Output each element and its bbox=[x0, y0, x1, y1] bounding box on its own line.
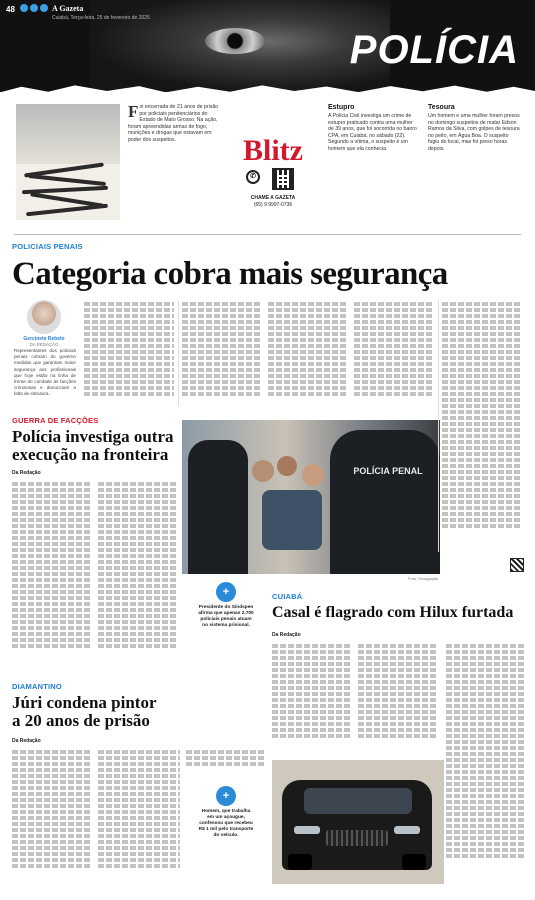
avatar bbox=[27, 300, 61, 334]
column-rule bbox=[438, 300, 439, 552]
vest-label: POLÍCIA PENAL bbox=[353, 466, 423, 476]
story4-byline: Da Redação bbox=[12, 738, 41, 744]
story3-column-1 bbox=[272, 642, 350, 754]
brand-name: A Gazeta bbox=[52, 4, 84, 13]
police-meeting-photo bbox=[182, 420, 440, 574]
author-box bbox=[18, 300, 70, 347]
divider bbox=[14, 234, 521, 235]
story3-headline: Casal é flagrado com Hilux furtada bbox=[272, 604, 514, 621]
brief-text: Um homem e uma mulher foram presos no domingo suspeitos de matar Edson Ramos da Silva, com golpes de tesoura no peito, em Água Boa. O suspeito fugiu do local, mas foi preso horas depois. bbox=[428, 113, 520, 152]
qr-code[interactable] bbox=[272, 168, 294, 190]
brief-heading: Estupro bbox=[328, 104, 355, 111]
tip-text: Homem, que trabalha em um açougue, confessou que recebeu R$ 1 mil pelo transporte do veículo. bbox=[198, 809, 254, 838]
eye-icon bbox=[205, 28, 265, 54]
masthead bbox=[0, 0, 535, 92]
brief-tesoura bbox=[428, 104, 520, 153]
story2-column-1 bbox=[12, 480, 92, 670]
story4-column-2 bbox=[98, 748, 180, 888]
qr-code[interactable] bbox=[510, 558, 524, 572]
tip-text: Presidente do Sindspen afirma que apenas 2.700 policiais penais atuam no sistema prisional. bbox=[198, 605, 254, 628]
main-column-4 bbox=[354, 300, 432, 406]
author-name: Gercinete Rebelo bbox=[23, 336, 65, 342]
story3-column-2 bbox=[358, 642, 436, 754]
main-column-5 bbox=[442, 300, 522, 552]
main-column-3 bbox=[268, 300, 346, 406]
story3-byline: Da Redação bbox=[272, 632, 301, 638]
dropcap: F bbox=[128, 102, 139, 121]
main-column-1 bbox=[84, 300, 174, 406]
blitz-logo: Blitz bbox=[243, 134, 303, 167]
whatsapp-phone: (65) 9 9997-0736 bbox=[253, 202, 293, 208]
story4-headline bbox=[12, 694, 192, 730]
story4-headline-line2: a 20 anos de prisão bbox=[12, 711, 150, 730]
dateline: Cuiabá, Terça-feira, 25 de fevereiro de 2025 bbox=[52, 15, 150, 21]
main-kicker: POLICIAIS PENAIS bbox=[12, 242, 83, 251]
story2-headline bbox=[12, 428, 182, 464]
page-number: 48 bbox=[6, 5, 15, 14]
story2-kicker: GUERRA DE FACÇÕES bbox=[12, 416, 99, 425]
story3-kicker: CUIABÁ bbox=[272, 592, 303, 601]
brand-logo-dots bbox=[20, 4, 48, 12]
story2-headline-line1: Polícia investiga outra bbox=[12, 427, 174, 446]
main-headline: Categoria cobra mais segurança bbox=[12, 256, 448, 292]
main-lead: Representantes dos policiais penais cobram do governo medidas que garantam maior segurança aos profissionais que hoje estão na linha de frente do combate às facções criminosas e denunciam a falta de estrutura. bbox=[14, 348, 76, 397]
blitz-box bbox=[0, 96, 535, 232]
story4-column-1 bbox=[12, 748, 92, 888]
story4-column-3 bbox=[186, 748, 266, 778]
story2-headline-line2: execução na fronteira bbox=[12, 445, 169, 464]
brief-text: A Polícia Civil investiga um crime de estupro praticado contra uma mulher de 39 anos, que foi socorrida no bairro CPA, em Cuiabá, no sábado (22). Segundo a vítima, o suspeito é um homem que ela conhecia. bbox=[328, 113, 417, 152]
photo-credit: Foto: Divulgação bbox=[408, 576, 439, 581]
story2-column-2 bbox=[98, 480, 176, 670]
whatsapp-icon: ✆ bbox=[246, 170, 260, 184]
hilux-photo bbox=[272, 760, 444, 884]
main-column-2 bbox=[182, 300, 260, 406]
plus-icon: + bbox=[216, 786, 236, 806]
story2-byline: Da Redação bbox=[12, 470, 41, 476]
column-rule bbox=[178, 300, 179, 406]
whatsapp-caption: CHAME A GAZETA bbox=[250, 195, 296, 201]
story3-column-3 bbox=[446, 642, 524, 890]
story4-kicker: DIAMANTINO bbox=[12, 682, 62, 691]
blitz-lead-text bbox=[128, 104, 223, 144]
author-role: DA REDAÇÃO bbox=[29, 342, 59, 347]
plus-icon: + bbox=[216, 582, 236, 602]
blitz-lead-body: oi encerrada de 21 anos de prisão por policiais penitenciários do Estado de Mato Grosso. Na ação, foram apreendidas armas de fogo, munições e drogas que estavam em poder dos suspeitos. bbox=[128, 104, 219, 143]
brief-heading: Tesoura bbox=[428, 104, 455, 111]
section-title: POLÍCIA bbox=[349, 28, 519, 72]
story4-headline-line1: Júri condena pintor bbox=[12, 693, 157, 712]
tip-box-2 bbox=[198, 786, 254, 839]
brief-estupro bbox=[328, 104, 418, 153]
car-icon bbox=[282, 780, 432, 870]
seized-weapons-photo bbox=[16, 104, 120, 220]
tip-box-1 bbox=[198, 582, 254, 629]
